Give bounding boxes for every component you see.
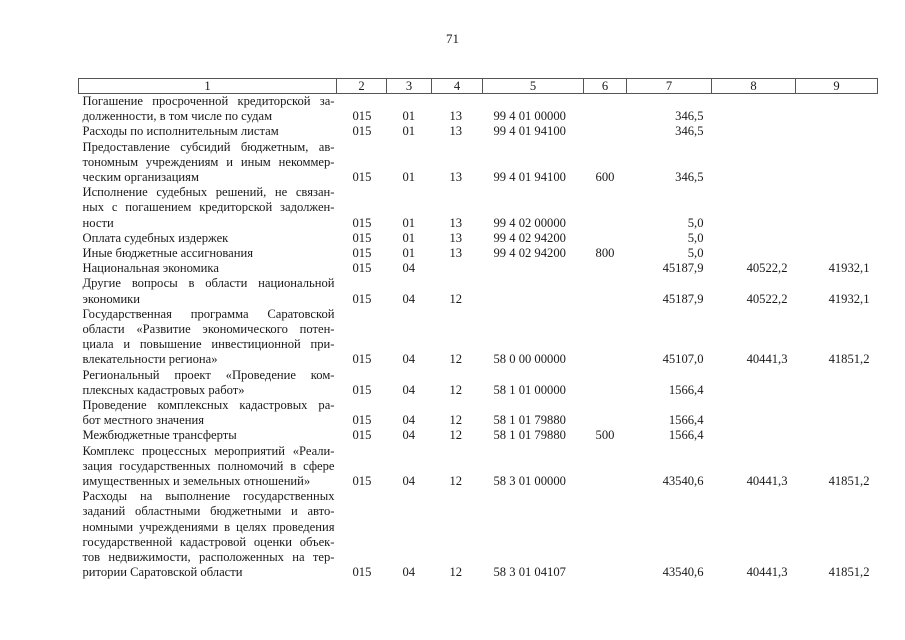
cell-section: 04	[402, 474, 416, 489]
cell-subsection	[432, 261, 483, 276]
cell-target-item	[483, 276, 584, 306]
cell-ministry-code: 015	[352, 124, 372, 139]
row-description	[79, 124, 337, 139]
cell-amount-col8	[712, 185, 796, 231]
cell-target-item: 99 4 01 00000	[493, 109, 566, 124]
cell-target-item: 99 4 02 00000	[493, 215, 566, 230]
cell-ministry-code: 015	[352, 413, 372, 428]
cell-amount-col8	[712, 428, 796, 443]
description-line: плексных кадастровых работ»	[82, 382, 245, 397]
cell-amount-col7: 5,0	[687, 246, 704, 261]
table-row	[79, 124, 878, 139]
cell-amount-col8	[712, 140, 796, 186]
cell-section: 04	[402, 291, 416, 306]
row-description	[79, 444, 337, 490]
cell-amount-col9	[796, 231, 878, 246]
cell-amount-col9: 41851,2	[828, 352, 870, 367]
description-line: Исполнение судебных решений, не связан-	[82, 185, 335, 200]
budget-table	[78, 78, 878, 581]
cell-ministry-code: 015	[352, 170, 372, 185]
cell-section: 01	[402, 124, 416, 139]
description-line: Региональный проект «Проведение ком-	[82, 367, 335, 382]
description-line: тономным учреждениям и иным некоммер-	[82, 154, 335, 169]
row-description	[79, 231, 337, 246]
cell-section: 04	[402, 428, 416, 443]
table-row	[79, 94, 878, 125]
cell-expense-type	[584, 276, 627, 306]
cell-section: 01	[402, 109, 416, 124]
description-line: ритории Саратовской области	[82, 565, 243, 580]
cell-expense-type: 500	[595, 428, 615, 443]
cell-amount-col8	[712, 94, 796, 125]
cell-ministry-code: 015	[352, 230, 372, 245]
cell-expense-type	[584, 307, 627, 368]
column-header-4: 4	[432, 79, 483, 94]
column-header-6: 6	[584, 79, 627, 94]
cell-subsection: 13	[449, 230, 463, 245]
cell-section: 01	[402, 230, 416, 245]
cell-subsection: 12	[449, 428, 463, 443]
row-description	[79, 489, 337, 580]
column-header-5: 5	[483, 79, 584, 94]
cell-amount-col8: 40441,3	[746, 474, 788, 489]
cell-subsection: 13	[449, 109, 463, 124]
description-line: ных с погашением кредиторской задолжен-	[82, 200, 335, 215]
cell-amount-col9	[796, 246, 878, 261]
column-header-8: 8	[712, 79, 796, 94]
cell-expense-type	[584, 368, 627, 398]
cell-subsection: 13	[449, 215, 463, 230]
cell-amount-col8	[712, 368, 796, 398]
cell-amount-col9: 41932,1	[828, 291, 870, 306]
cell-subsection: 12	[449, 565, 463, 580]
cell-amount-col7: 346,5	[675, 124, 704, 139]
cell-amount-col7: 43540,6	[662, 565, 704, 580]
cell-amount-col9	[796, 94, 878, 125]
cell-amount-col7: 43540,6	[662, 474, 704, 489]
cell-target-item: 58 1 01 00000	[493, 382, 566, 397]
description-line: экономики	[82, 291, 141, 306]
cell-amount-col8: 40522,2	[746, 291, 788, 306]
row-description	[79, 276, 337, 306]
description-line: долженности, в том числе по судам	[82, 109, 273, 124]
table-row	[79, 428, 878, 443]
cell-ministry-code: 015	[352, 215, 372, 230]
cell-section: 04	[402, 413, 416, 428]
cell-expense-type: 600	[595, 170, 615, 185]
column-header-3: 3	[387, 79, 432, 94]
row-description	[79, 428, 337, 443]
cell-target-item: 58 1 01 79880	[493, 413, 566, 428]
row-description	[79, 185, 337, 231]
row-description	[79, 398, 337, 428]
row-description	[79, 368, 337, 398]
cell-target-item: 58 3 01 04107	[493, 565, 566, 580]
cell-target-item: 99 4 01 94100	[493, 170, 566, 185]
table-row	[79, 368, 878, 398]
cell-subsection: 12	[449, 413, 463, 428]
cell-expense-type	[584, 124, 627, 139]
cell-expense-type	[584, 94, 627, 125]
cell-subsection: 13	[449, 246, 463, 261]
table-row	[79, 185, 878, 231]
cell-amount-col7: 45107,0	[662, 352, 704, 367]
cell-section: 01	[402, 170, 416, 185]
cell-amount-col9	[796, 124, 878, 139]
description-line: Оплата судебных издержек	[82, 230, 229, 245]
description-line: государственной кадастровой оценки объек-	[82, 534, 335, 549]
description-line: ческим организациям	[82, 170, 199, 185]
description-line: зация государственных полномочий в сфере	[82, 458, 335, 473]
description-line: Иные бюджетные ассигнования	[82, 246, 254, 261]
cell-amount-col9	[796, 428, 878, 443]
row-description	[79, 140, 337, 186]
cell-target-item: 99 4 02 94200	[493, 246, 566, 261]
column-header-1: 1	[79, 79, 337, 94]
cell-amount-col8: 40522,2	[746, 261, 788, 276]
cell-target-item: 99 4 02 94200	[493, 230, 566, 245]
cell-target-item	[483, 261, 584, 276]
table-row	[79, 140, 878, 186]
cell-amount-col9	[796, 140, 878, 186]
cell-amount-col7: 1566,4	[668, 413, 704, 428]
row-description	[79, 246, 337, 261]
table-row	[79, 261, 878, 276]
cell-section: 04	[402, 261, 416, 276]
description-line: циала и повышение инвестиционной при-	[82, 337, 335, 352]
description-line: заданий областными бюджетными и авто-	[82, 504, 335, 519]
cell-expense-type	[584, 398, 627, 428]
cell-expense-type	[584, 261, 627, 276]
cell-amount-col9: 41932,1	[828, 261, 870, 276]
description-line: Комплекс процессных мероприятий «Реали-	[82, 443, 335, 458]
description-line: бот местного значения	[82, 413, 204, 428]
description-line: области «Развитие экономического потен-	[82, 322, 335, 337]
table-row	[79, 307, 878, 368]
table-row	[79, 398, 878, 428]
cell-ministry-code: 015	[352, 246, 372, 261]
column-header-7: 7	[627, 79, 712, 94]
cell-subsection: 12	[449, 291, 463, 306]
row-description	[79, 261, 337, 276]
cell-amount-col7: 5,0	[687, 230, 704, 245]
description-line: Межбюджетные трансферты	[82, 428, 237, 443]
cell-target-item: 58 3 01 00000	[493, 474, 566, 489]
cell-amount-col9: 41851,2	[828, 565, 870, 580]
page-number: 71	[446, 31, 459, 46]
cell-amount-col7: 45187,9	[662, 261, 704, 276]
cell-expense-type	[584, 231, 627, 246]
row-description	[79, 307, 337, 368]
cell-expense-type	[584, 444, 627, 490]
cell-subsection: 12	[449, 382, 463, 397]
header-row	[79, 79, 878, 94]
cell-amount-col9	[796, 368, 878, 398]
description-line: Государственная программа Саратовской	[82, 306, 335, 321]
cell-ministry-code: 015	[352, 382, 372, 397]
cell-amount-col9: 41851,2	[828, 474, 870, 489]
cell-target-item: 99 4 01 94100	[493, 124, 566, 139]
cell-subsection: 13	[449, 170, 463, 185]
cell-amount-col8: 40441,3	[746, 352, 788, 367]
cell-amount-col8: 40441,3	[746, 565, 788, 580]
table-row	[79, 489, 878, 580]
table-row	[79, 246, 878, 261]
cell-section: 04	[402, 565, 416, 580]
cell-amount-col9	[796, 398, 878, 428]
cell-section: 01	[402, 215, 416, 230]
cell-amount-col7: 346,5	[675, 170, 704, 185]
cell-expense-type	[584, 185, 627, 231]
table-row	[79, 444, 878, 490]
description-line: Расходы по исполнительным листам	[82, 124, 279, 139]
description-line: тов недвижимости, расположенных на тер-	[82, 550, 335, 565]
cell-ministry-code: 015	[352, 291, 372, 306]
cell-expense-type: 800	[595, 246, 615, 261]
cell-ministry-code: 015	[352, 261, 372, 276]
description-line: Другие вопросы в области национальной	[82, 276, 335, 291]
description-line: имущественных и земельных отношений»	[82, 474, 311, 489]
cell-amount-col8	[712, 398, 796, 428]
table-row	[79, 231, 878, 246]
cell-ministry-code: 015	[352, 474, 372, 489]
column-header-9: 9	[796, 79, 878, 94]
cell-ministry-code: 015	[352, 109, 372, 124]
cell-amount-col7: 346,5	[675, 109, 704, 124]
cell-amount-col7: 5,0	[687, 215, 704, 230]
row-description	[79, 94, 337, 125]
cell-section: 01	[402, 246, 416, 261]
description-line: Погашение просроченной кредиторской за-	[82, 94, 335, 108]
description-line: номными учреждениями в целях проведения	[82, 519, 335, 534]
cell-subsection: 12	[449, 352, 463, 367]
cell-amount-col8	[712, 246, 796, 261]
cell-ministry-code: 015	[352, 565, 372, 580]
cell-ministry-code: 015	[352, 352, 372, 367]
description-line: Национальная экономика	[82, 261, 219, 276]
cell-target-item: 58 0 00 00000	[493, 352, 566, 367]
description-line: Расходы на выполнение государственных	[82, 489, 335, 504]
cell-amount-col9	[796, 185, 878, 231]
cell-amount-col8	[712, 124, 796, 139]
cell-amount-col7: 1566,4	[668, 428, 704, 443]
description-line: Проведение комплексных кадастровых ра-	[82, 398, 335, 413]
cell-section: 04	[402, 352, 416, 367]
column-header-2: 2	[337, 79, 387, 94]
cell-amount-col7: 45187,9	[662, 291, 704, 306]
cell-amount-col7: 1566,4	[668, 382, 704, 397]
description-line: ности	[82, 215, 114, 230]
description-line: влекательности региона»	[82, 352, 218, 367]
cell-subsection: 12	[449, 474, 463, 489]
cell-subsection: 13	[449, 124, 463, 139]
cell-amount-col8	[712, 231, 796, 246]
cell-section: 04	[402, 382, 416, 397]
description-line: Предоставление субсидий бюджетным, ав-	[82, 139, 335, 154]
cell-target-item: 58 1 01 79880	[493, 428, 566, 443]
cell-ministry-code: 015	[352, 428, 372, 443]
table-row	[79, 276, 878, 306]
cell-expense-type	[584, 489, 627, 580]
